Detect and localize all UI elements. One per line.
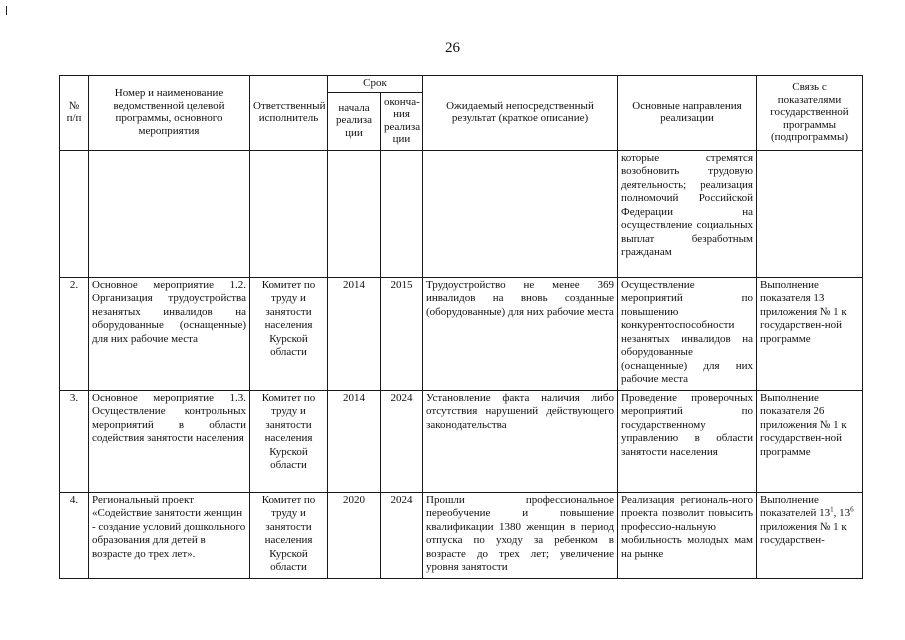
cell-directions: Реализация региональ-ного проекта позволит повысить профессио-нальную мобильность молодых мам на рынке [618, 492, 757, 578]
cell-executor: Комитет по труду и занятости населения Курской области [250, 492, 328, 578]
link-text: , 13 [833, 507, 851, 519]
table-row [60, 390, 863, 492]
link-text: Выполнение показателей 13 [760, 493, 831, 519]
cell-executor: Комитет по труду и занятости населения Курской области [250, 277, 328, 390]
page-corner-mark [6, 6, 7, 15]
cell-empty [89, 150, 250, 277]
cell-end: 2024 [381, 390, 423, 492]
cell-empty [423, 150, 618, 277]
cell-end: 2015 [381, 277, 423, 390]
header-end: оконча-ния реализа ции [381, 92, 423, 150]
cell-result: Трудоустройство не менее 369 инвалидов на вновь созданные (оборудованные) для них рабочие места [423, 277, 618, 390]
continuation-row [60, 150, 863, 277]
header-result: Ожидаемый непосредственный результат (краткое описание) [423, 76, 618, 151]
link-superscript: 6 [850, 505, 854, 514]
cell-name: Основное мероприятие 1.2. Организация трудоустройства незанятых инвалидов на оборудованные (оснащенные) для них рабочие места [89, 277, 250, 390]
cell-result: Прошли профессиональное переобучение и повышение квалификации 1380 женщин в период отпуска по уходу за ребенком в возрасте до трех лет; увеличение уровня занятости [423, 492, 618, 578]
cell-directions: Проведение проверочных мероприятий по государственному управлению в области занятости населения [618, 390, 757, 492]
cell-start: 2014 [328, 277, 381, 390]
cell-num: 4. [60, 492, 89, 578]
cell-start: 2020 [328, 492, 381, 578]
cell-empty [250, 150, 328, 277]
cell-name: Основное мероприятие 1.3. Осуществление контрольных мероприятий в области содействия занятости населения [89, 390, 250, 492]
header-start: начала реализа ции [328, 92, 381, 150]
cell-empty [757, 150, 863, 277]
header-row-top [60, 76, 863, 93]
cell-executor: Комитет по труду и занятости населения Курской области [250, 390, 328, 492]
cell-num: 2. [60, 277, 89, 390]
header-term: Срок [328, 76, 423, 93]
link-superscript: 1 [830, 505, 834, 514]
cell-directions: Осуществление мероприятий по повышению конкурентоспособности незанятых инвалидов на оборудованные (оснащенные) для них рабочие места [618, 277, 757, 390]
cell-num: 3. [60, 390, 89, 492]
table-row [60, 492, 863, 578]
cell-end: 2024 [381, 492, 423, 578]
link-text: приложения № 1 к государствен- [760, 520, 847, 546]
cell-result: Установление факта наличия либо отсутствия нарушений действующего законодательства [423, 390, 618, 492]
cell-directions: которые стремятся возобновить трудовую деятельность; реализация полномочий Российской Федерации на осуществление социальных выплат безработным гражданам [618, 150, 757, 277]
header-directions: Основные направления реализации [618, 76, 757, 151]
cell-start: 2014 [328, 390, 381, 492]
cell-empty [60, 150, 89, 277]
header-executor: Ответственный исполнитель [250, 76, 328, 151]
header-num: № п/п [60, 76, 89, 151]
cell-name: Региональный проект «Содействие занятости женщин - создание условий дошкольного образования для детей в возрасте до трех лет». [89, 492, 250, 578]
cell-link: Выполнение показателя 26 приложения № 1 к государствен-ной программе [757, 390, 863, 492]
header-name: Номер и наименование ведомственной целевой программы, основного мероприятия [89, 76, 250, 151]
cell-link: Выполнение показателя 13 приложения № 1 к государствен-ной программе [757, 277, 863, 390]
header-link: Связь с показателями государственной программы (подпрограммы) [757, 76, 863, 151]
program-table [59, 75, 863, 579]
page-number: 26 [445, 40, 460, 56]
table-row [60, 277, 863, 390]
cell-empty [381, 150, 423, 277]
cell-empty [328, 150, 381, 277]
cell-link [757, 492, 863, 578]
